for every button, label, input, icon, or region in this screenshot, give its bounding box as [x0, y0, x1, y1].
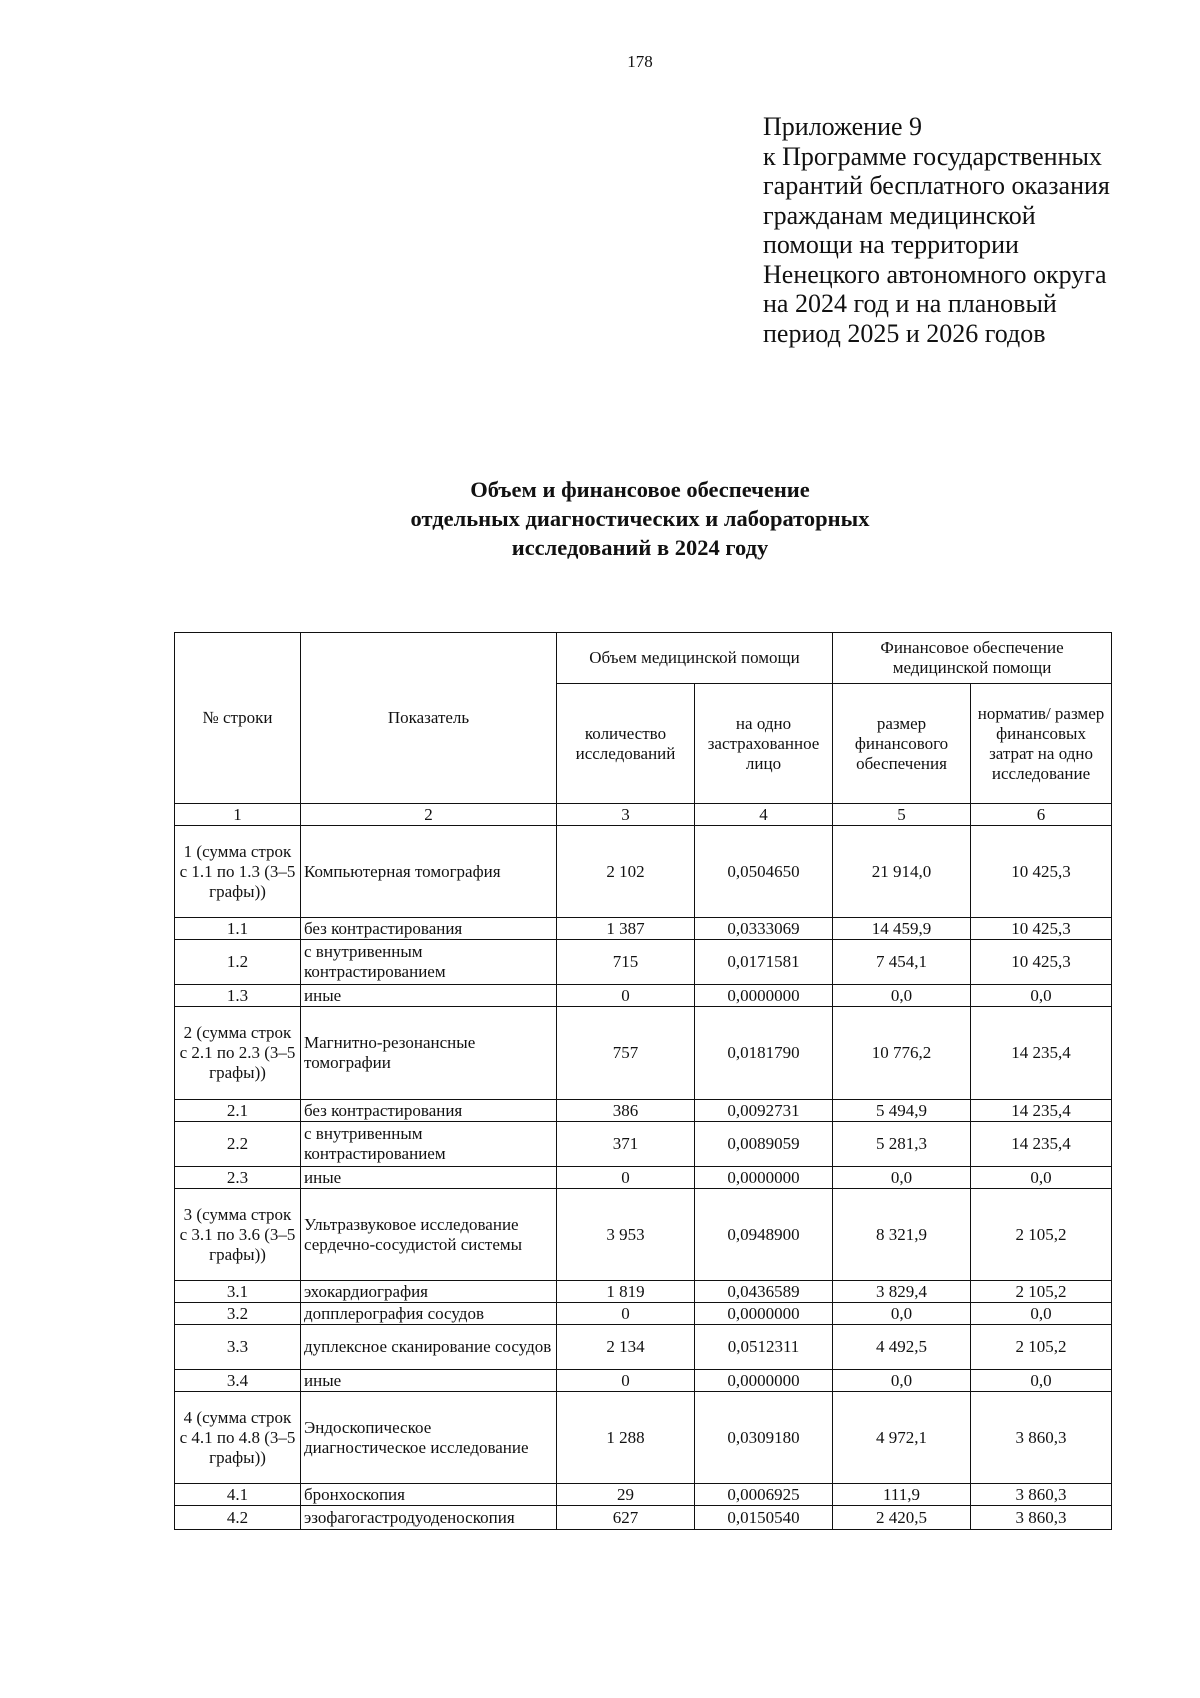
- row-number-cell: 4.2: [175, 1506, 301, 1530]
- count-cell: 1 819: [557, 1281, 695, 1303]
- finance-cell: 4 972,1: [833, 1392, 971, 1484]
- header-finance-group: Финансовое обеспечение медицинской помощи: [833, 633, 1112, 684]
- table-row: [175, 1484, 1112, 1506]
- indicator-cell: Ультразвуковое исследование сердечно-сосудистой системы: [301, 1189, 557, 1281]
- count-cell: 2 134: [557, 1325, 695, 1370]
- per-insured-cell: 0,0092731: [695, 1100, 833, 1122]
- row-number-cell: 3 (сумма строк с 3.1 по 3.6 (3–5 графы)): [175, 1189, 301, 1281]
- data-table: [174, 632, 1112, 1530]
- page-number: 178: [627, 52, 653, 71]
- norm-cell: 2 105,2: [971, 1325, 1112, 1370]
- norm-cell: 10 425,3: [971, 918, 1112, 940]
- appendix-line: Ненецкого автономного округа: [763, 259, 1107, 289]
- finance-cell: 14 459,9: [833, 918, 971, 940]
- count-cell: 0: [557, 1303, 695, 1325]
- indicator-cell: иные: [301, 1370, 557, 1392]
- indicator-cell: эхокардиография: [301, 1281, 557, 1303]
- norm-cell: 3 860,3: [971, 1392, 1112, 1484]
- finance-cell: 0,0: [833, 1167, 971, 1189]
- norm-cell: 0,0: [971, 1370, 1112, 1392]
- indicator-cell: с внутривенным контрастированием: [301, 940, 557, 985]
- norm-cell: 2 105,2: [971, 1281, 1112, 1303]
- count-cell: 29: [557, 1484, 695, 1506]
- per-insured-cell: 0,0181790: [695, 1007, 833, 1100]
- finance-cell: 10 776,2: [833, 1007, 971, 1100]
- header-col6: норматив/ размер финансовых затрат на одно исследование: [971, 684, 1112, 804]
- count-cell: 3 953: [557, 1189, 695, 1281]
- row-number-cell: 3.1: [175, 1281, 301, 1303]
- appendix-block: [763, 112, 1183, 348]
- header-col4: на одно застрахованное лицо: [695, 684, 833, 804]
- column-number: 4: [695, 804, 833, 826]
- table-row: [175, 1122, 1112, 1167]
- indicator-cell: Магнитно-резонансные томографии: [301, 1007, 557, 1100]
- indicator-cell: эзофагогастродуоденоскопия: [301, 1506, 557, 1530]
- row-number-cell: 1.1: [175, 918, 301, 940]
- table-row: [175, 1100, 1112, 1122]
- count-cell: 627: [557, 1506, 695, 1530]
- header-indicator: Показатель: [301, 633, 557, 804]
- table-row: [175, 1303, 1112, 1325]
- column-number: 2: [301, 804, 557, 826]
- count-cell: 1 288: [557, 1392, 695, 1484]
- finance-cell: 3 829,4: [833, 1281, 971, 1303]
- table-row: [175, 1392, 1112, 1484]
- row-number-cell: 2 (сумма строк с 2.1 по 2.3 (3–5 графы)): [175, 1007, 301, 1100]
- appendix-line: гражданам медицинской: [763, 200, 1036, 230]
- per-insured-cell: 0,0171581: [695, 940, 833, 985]
- header-col3: количество исследований: [557, 684, 695, 804]
- per-insured-cell: 0,0504650: [695, 826, 833, 918]
- norm-cell: 14 235,4: [971, 1122, 1112, 1167]
- header-volume-group: Объем медицинской помощи: [557, 633, 833, 684]
- norm-cell: 14 235,4: [971, 1007, 1112, 1100]
- table-row: [175, 1007, 1112, 1100]
- column-number: 1: [175, 804, 301, 826]
- indicator-cell: иные: [301, 985, 557, 1007]
- table-row: [175, 1325, 1112, 1370]
- table-row: [175, 826, 1112, 918]
- row-number-cell: 4 (сумма строк с 4.1 по 4.8 (3–5 графы)): [175, 1392, 301, 1484]
- table-row: [175, 985, 1112, 1007]
- per-insured-cell: 0,0000000: [695, 1167, 833, 1189]
- appendix-line: помощи на территории: [763, 230, 1019, 259]
- per-insured-cell: 0,0089059: [695, 1122, 833, 1167]
- column-number: 6: [971, 804, 1112, 826]
- norm-cell: 0,0: [971, 1303, 1112, 1325]
- row-number-cell: 3.4: [175, 1370, 301, 1392]
- indicator-cell: бронхоскопия: [301, 1484, 557, 1506]
- indicator-cell: иные: [301, 1167, 557, 1189]
- per-insured-cell: 0,0000000: [695, 1303, 833, 1325]
- row-number-cell: 1.3: [175, 985, 301, 1007]
- per-insured-cell: 0,0150540: [695, 1506, 833, 1530]
- norm-cell: 0,0: [971, 985, 1112, 1007]
- table-row: [175, 918, 1112, 940]
- per-insured-cell: 0,0000000: [695, 1370, 833, 1392]
- title-line: Объем и финансовое обеспечение: [470, 477, 810, 502]
- norm-cell: 0,0: [971, 1167, 1112, 1189]
- title-line: отдельных диагностических и лабораторных: [410, 506, 870, 531]
- appendix-line: на 2024 год и на плановый: [763, 289, 1057, 318]
- count-cell: 0: [557, 1167, 695, 1189]
- finance-cell: 2 420,5: [833, 1506, 971, 1530]
- row-number-cell: 2.3: [175, 1167, 301, 1189]
- finance-cell: 0,0: [833, 985, 971, 1007]
- count-cell: 386: [557, 1100, 695, 1122]
- norm-cell: 10 425,3: [971, 826, 1112, 918]
- header-col5: размер финансового обеспечения: [833, 684, 971, 804]
- finance-cell: 21 914,0: [833, 826, 971, 918]
- appendix-line: гарантий бесплатного оказания: [763, 171, 1110, 200]
- norm-cell: 3 860,3: [971, 1484, 1112, 1506]
- indicator-cell: Компьютерная томография: [301, 826, 557, 918]
- column-number: 3: [557, 804, 695, 826]
- finance-cell: 7 454,1: [833, 940, 971, 985]
- norm-cell: 14 235,4: [971, 1100, 1112, 1122]
- per-insured-cell: 0,0948900: [695, 1189, 833, 1281]
- count-cell: 371: [557, 1122, 695, 1167]
- finance-cell: 8 321,9: [833, 1189, 971, 1281]
- per-insured-cell: 0,0512311: [695, 1325, 833, 1370]
- appendix-line: Приложение 9: [763, 112, 923, 141]
- norm-cell: 3 860,3: [971, 1506, 1112, 1530]
- table-row: [175, 1506, 1112, 1530]
- count-cell: 715: [557, 940, 695, 985]
- finance-cell: 5 281,3: [833, 1122, 971, 1167]
- header-row-number: № строки: [175, 633, 301, 804]
- table-row: [175, 940, 1112, 985]
- column-number: 5: [833, 804, 971, 826]
- appendix-line: период 2025 и 2026 годов: [763, 318, 1046, 348]
- count-cell: 0: [557, 1370, 695, 1392]
- table-row: [175, 1281, 1112, 1303]
- row-number-cell: 3.3: [175, 1325, 301, 1370]
- table-row: [175, 1189, 1112, 1281]
- per-insured-cell: 0,0000000: [695, 985, 833, 1007]
- table-row: [175, 1370, 1112, 1392]
- indicator-cell: с внутривенным контрастированием: [301, 1122, 557, 1167]
- row-number-cell: 1 (сумма строк с 1.1 по 1.3 (3–5 графы)): [175, 826, 301, 918]
- appendix-line: к Программе государственных: [763, 141, 1102, 171]
- norm-cell: 2 105,2: [971, 1189, 1112, 1281]
- row-number-cell: 3.2: [175, 1303, 301, 1325]
- row-number-cell: 2.2: [175, 1122, 301, 1167]
- indicator-cell: без контрастирования: [301, 1100, 557, 1122]
- finance-cell: 4 492,5: [833, 1325, 971, 1370]
- indicator-cell: дуплексное сканирование сосудов: [301, 1325, 557, 1370]
- count-cell: 0: [557, 985, 695, 1007]
- row-number-cell: 2.1: [175, 1100, 301, 1122]
- title-line: исследований в 2024 году: [511, 535, 769, 560]
- row-number-cell: 1.2: [175, 940, 301, 985]
- finance-cell: 111,9: [833, 1484, 971, 1506]
- indicator-cell: без контрастирования: [301, 918, 557, 940]
- indicator-cell: допплерография сосудов: [301, 1303, 557, 1325]
- finance-cell: 0,0: [833, 1370, 971, 1392]
- row-number-cell: 4.1: [175, 1484, 301, 1506]
- count-cell: 757: [557, 1007, 695, 1100]
- indicator-cell: Эндоскопическое диагностическое исследование: [301, 1392, 557, 1484]
- norm-cell: 10 425,3: [971, 940, 1112, 985]
- document-title: [0, 475, 1200, 562]
- per-insured-cell: 0,0436589: [695, 1281, 833, 1303]
- per-insured-cell: 0,0006925: [695, 1484, 833, 1506]
- per-insured-cell: 0,0309180: [695, 1392, 833, 1484]
- count-cell: 2 102: [557, 826, 695, 918]
- per-insured-cell: 0,0333069: [695, 918, 833, 940]
- finance-cell: 0,0: [833, 1303, 971, 1325]
- count-cell: 1 387: [557, 918, 695, 940]
- table-row: [175, 1167, 1112, 1189]
- finance-cell: 5 494,9: [833, 1100, 971, 1122]
